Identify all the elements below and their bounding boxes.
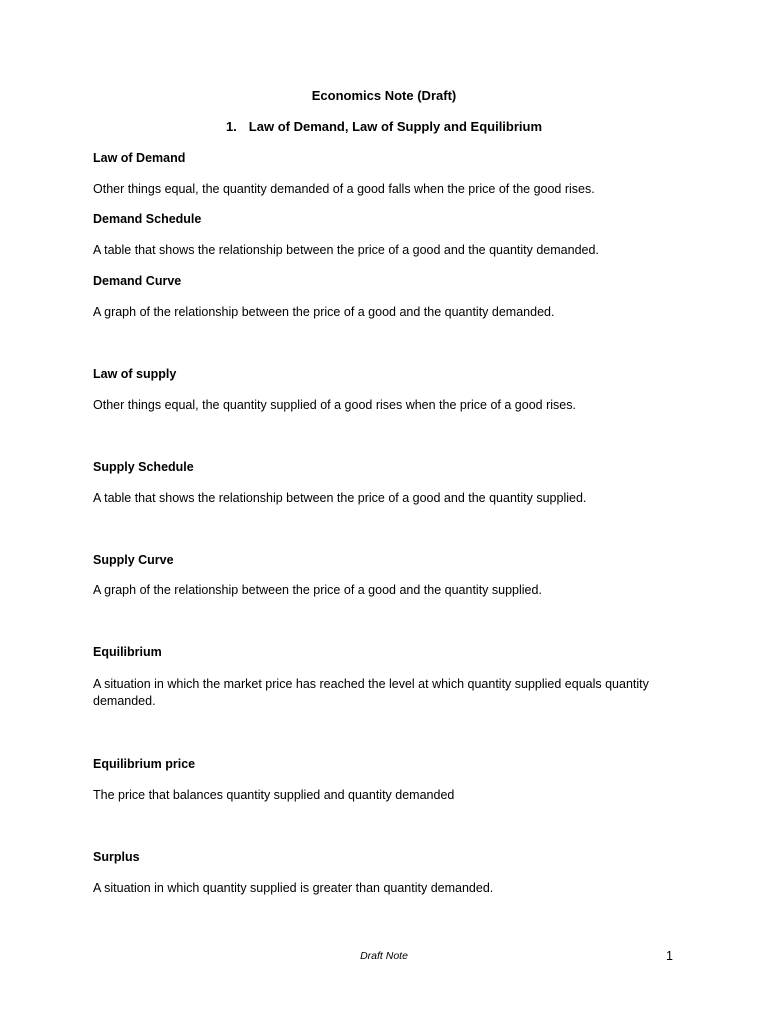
term-law-of-supply: Law of supply [93, 367, 177, 381]
definition-law-of-supply: Other things equal, the quantity supplied of a good rises when the price of a good rises. [93, 398, 576, 412]
term-equilibrium-price: Equilibrium price [93, 757, 196, 771]
section-number: 1. [225, 119, 237, 134]
section-heading [0, 119, 768, 135]
definition-surplus: A situation in which quantity supplied is greater than quantity demanded. [93, 881, 494, 895]
document-title: Economics Note (Draft) [311, 88, 457, 103]
definition-equilibrium-price: The price that balances quantity supplied and quantity demanded [93, 788, 455, 802]
term-law-of-demand: Law of Demand [93, 151, 186, 165]
term-supply-schedule: Supply Schedule [93, 460, 194, 474]
section-title: Law of Demand, Law of Supply and Equilibrium [248, 119, 543, 134]
term-surplus: Surplus [93, 850, 140, 864]
term-equilibrium: Equilibrium [93, 645, 162, 659]
definition-demand-schedule: A table that shows the relationship between the price of a good and the quantity demanded. [93, 243, 599, 257]
term-supply-curve: Supply Curve [93, 553, 174, 567]
definition-law-of-demand: Other things equal, the quantity demanded of a good falls when the price of the good rises. [93, 182, 595, 196]
definition-equilibrium: A situation in which the market price has reached the level at which quantity supplied equals quantity demanded. [93, 677, 649, 708]
term-demand-schedule: Demand Schedule [93, 212, 202, 226]
definition-supply-curve: A graph of the relationship between the price of a good and the quantity supplied. [93, 583, 542, 597]
definition-demand-curve: A graph of the relationship between the price of a good and the quantity demanded. [93, 305, 555, 319]
footer-label: Draft Note [360, 950, 408, 962]
definition-supply-schedule: A table that shows the relationship between the price of a good and the quantity supplied. [93, 491, 587, 505]
term-demand-curve: Demand Curve [93, 274, 182, 288]
page-number: 1 [666, 949, 673, 963]
